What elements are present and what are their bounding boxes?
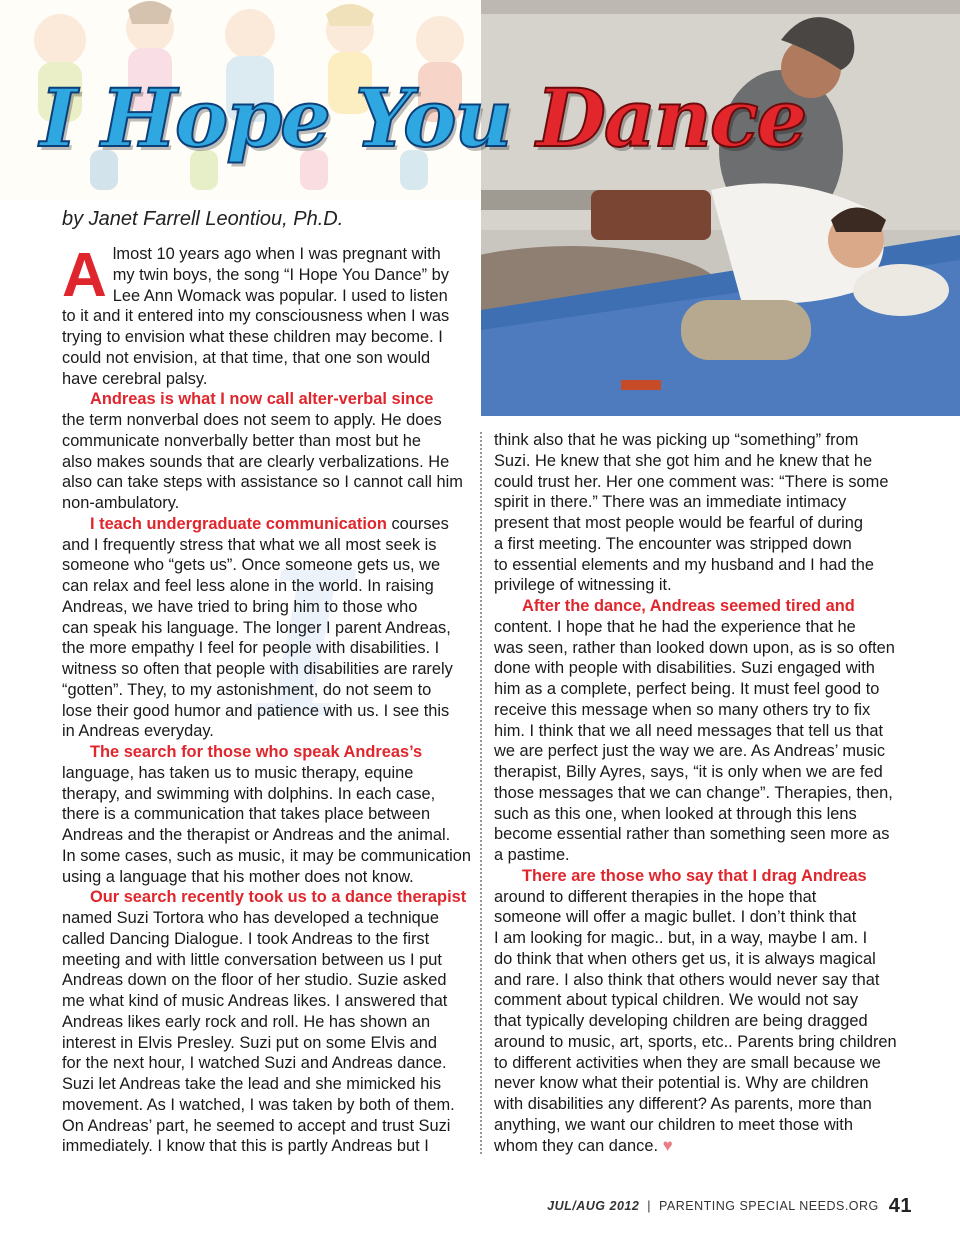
text-line: him. I think that we all need messages that tell us that xyxy=(494,721,884,740)
text-line: could trust her. Her one comment was: “There is some xyxy=(494,472,889,491)
text-line: we are perfect just the way we are. As Andreas’ music xyxy=(494,742,886,761)
text-line: do think that when others get us, it is always magical xyxy=(494,949,876,968)
text-line: have cerebral palsy. xyxy=(62,369,208,388)
text-line: for the next hour, I watched Suzi and Andreas dance. xyxy=(62,1054,447,1073)
footer-separator: | xyxy=(647,1199,652,1213)
text-line: done with people with disabilities. Suzi engaged with xyxy=(494,659,875,678)
text-line: witness so often that people with disabilities are rarely xyxy=(62,660,453,678)
text-line: those messages that we can change”. Therapies, then, xyxy=(494,783,893,802)
text-line: can speak his language. The longer I parent Andreas, xyxy=(62,618,451,637)
paragraph-5 xyxy=(62,887,468,1157)
text-line: and rare. I also think that others would never say that xyxy=(494,970,880,989)
text-line: In some cases, such as music, it may be communication xyxy=(62,846,472,865)
issue-date: JUL/AUG 2012 xyxy=(547,1199,640,1213)
text-line: lmost 10 years ago when I was pregnant with xyxy=(112,245,441,263)
paragraph-4 xyxy=(62,742,472,887)
paragraph-lead: There are those who say that I drag Andreas xyxy=(522,866,867,885)
left-column xyxy=(62,241,472,1157)
byline: by Janet Farrell Leontiou, Ph.D. xyxy=(62,208,344,230)
text-line: can relax and feel less alone in the world. In raising xyxy=(62,577,434,595)
drop-cap: A xyxy=(62,241,107,310)
text-line: trying to envision what these children may become. I xyxy=(62,328,443,346)
paragraph-7 xyxy=(494,596,904,866)
paragraph-lead: Andreas is what I now call alter-verbal since xyxy=(90,390,434,409)
text-line: to different activities when they are small because we xyxy=(494,1053,881,1072)
text-line: non-ambulatory. xyxy=(62,494,180,512)
paragraph-8 xyxy=(494,866,904,1157)
text-line: a first meeting. The encounter was stripped down xyxy=(494,534,852,553)
text-line: with disabilities any different? As parents, more than xyxy=(494,1095,872,1113)
paragraph-lead: I teach undergraduate communication xyxy=(90,514,387,533)
text-line: also can take steps with assistance so I cannot call him xyxy=(62,473,463,492)
text-line: could not envision, at that time, that one son would xyxy=(62,348,431,367)
text-line: receive this message when so many others try to fix xyxy=(494,700,871,719)
text-line: such as this one, when looked at through this lens xyxy=(494,804,857,823)
text-line: using a language that his mother does not know. xyxy=(62,867,414,886)
text-line: communicate nonverbally better than most but he xyxy=(62,431,421,450)
paragraph-lead: Our search recently took us to a dance therapist xyxy=(90,888,467,907)
text-line: that typically developing children are being dragged xyxy=(494,1012,868,1030)
text-line: think also that he was picking up “something” from xyxy=(494,431,859,449)
text-line: language, has taken us to music therapy, equine xyxy=(62,763,414,782)
text-line: therapy, and swimming with dolphins. In each case, xyxy=(62,784,436,803)
text-line: called Dancing Dialogue. I took Andreas to the first xyxy=(62,929,430,948)
text-line: in Andreas everyday. xyxy=(62,722,214,741)
text-line: Lee Ann Womack was popular. I used to listen xyxy=(112,286,448,305)
text-line: there is a communication that takes place between xyxy=(62,805,431,824)
text-line: spirit in there.” There was an immediate intimacy xyxy=(494,493,847,512)
text-line: immediately. I know that this is partly Andreas but I xyxy=(62,1137,429,1156)
article-title xyxy=(40,71,806,165)
right-column xyxy=(494,430,904,1156)
text-line: Andreas likes early rock and roll. He has shown an xyxy=(62,1012,431,1031)
text-line: whom they can dance. xyxy=(494,1136,659,1155)
text-line: him as a complete, perfect being. It must feel good to xyxy=(494,680,880,698)
paragraph-6 xyxy=(494,430,904,596)
text-line: my twin boys, the song “I Hope You Dance” by xyxy=(112,265,449,284)
text-line: also makes sounds that are clearly verbalizations. He xyxy=(62,452,450,471)
page-footer xyxy=(547,1195,912,1218)
text-line: therapist, Billy Ayres, says, “it is only when we are fed xyxy=(494,763,883,781)
text-line: a pastime. xyxy=(494,846,570,864)
text-line: Andreas and the therapist or Andreas and the animal. xyxy=(62,826,451,844)
text-line: was seen, rather than looked down upon, as is so often xyxy=(494,638,895,657)
paragraph-lead: After the dance, Andreas seemed tired and xyxy=(522,597,855,615)
paragraph-3 xyxy=(62,514,468,742)
watermark-letter: I xyxy=(258,528,352,763)
text-line: movement. As I watched, I was taken by both of them. xyxy=(62,1095,455,1114)
text-line: anything, we want our children to meet those with xyxy=(494,1115,853,1134)
paragraph-2 xyxy=(62,389,468,514)
text-line: around to different therapies in the hope that xyxy=(494,887,817,906)
paragraph-1 xyxy=(62,241,468,389)
title-part-red: Dance xyxy=(536,71,806,165)
text-line: named Suzi Tortora who has developed a technique xyxy=(62,909,439,927)
text-line: Andreas down on the floor of her studio. Suzie asked xyxy=(62,971,447,990)
page-number: 41 xyxy=(888,1195,912,1217)
text-line: privilege of witnessing it. xyxy=(494,576,672,595)
text-line: lose their good humor and patience with us. I see this xyxy=(62,701,450,720)
text-line: someone will offer a magic bullet. I don’t think that xyxy=(494,908,857,927)
text-line: around to music, art, sports, etc.. Parents bring children xyxy=(494,1032,897,1051)
paragraph-lead: The search for those who speak Andreas’s xyxy=(90,743,423,761)
text-line: I am looking for magic.. but, in a way, maybe I am. I xyxy=(494,929,868,947)
text-line: me what kind of music Andreas likes. I answered that xyxy=(62,992,448,1010)
site-name: PARENTING SPECIAL NEEDS.ORG xyxy=(658,1199,879,1213)
text-line: On Andreas’ part, he seemed to accept and trust Suzi xyxy=(62,1116,451,1135)
text-line: never know what their potential is. Why are children xyxy=(494,1074,869,1093)
text-line: the term nonverbal does not seem to apply. He does xyxy=(62,411,442,429)
text-line: meeting and with little conversation between us I put xyxy=(62,950,442,969)
column-divider xyxy=(480,432,482,1154)
text-line: and I frequently stress that what we all most seek is xyxy=(62,535,437,554)
text-line: present that most people would be fearful of during xyxy=(494,514,864,532)
text-line: the more empathy I feel for people with disabilities. I xyxy=(62,639,440,658)
text-line: to it and it entered into my consciousness when I was xyxy=(62,307,450,326)
text-line: become essential rather than something seen more as xyxy=(494,825,890,844)
therapy-photo xyxy=(481,0,960,416)
heart-icon: ♥ xyxy=(662,1135,673,1155)
text-line: Suzi let Andreas take the lead and she mimicked his xyxy=(62,1075,442,1093)
title-part-blue: I Hope You xyxy=(40,71,511,165)
text-line: someone who “gets us”. Once someone gets us, we xyxy=(62,556,441,575)
text-line: interest in Elvis Presley. Suzi put on some Elvis and xyxy=(62,1033,438,1052)
text-line: to essential elements and my husband and I had the xyxy=(494,555,874,574)
text-line: content. I hope that he had the experience that he xyxy=(494,617,856,636)
text-line: Andreas, we have tried to bring him to those who xyxy=(62,597,418,616)
text-line: comment about typical children. We would not say xyxy=(494,991,859,1010)
text-line: Suzi. He knew that she got him and he knew that he xyxy=(494,451,873,470)
text-fragment: courses xyxy=(386,514,449,533)
text-line: “gotten”. They, to my astonishment, do not seem to xyxy=(62,680,432,699)
